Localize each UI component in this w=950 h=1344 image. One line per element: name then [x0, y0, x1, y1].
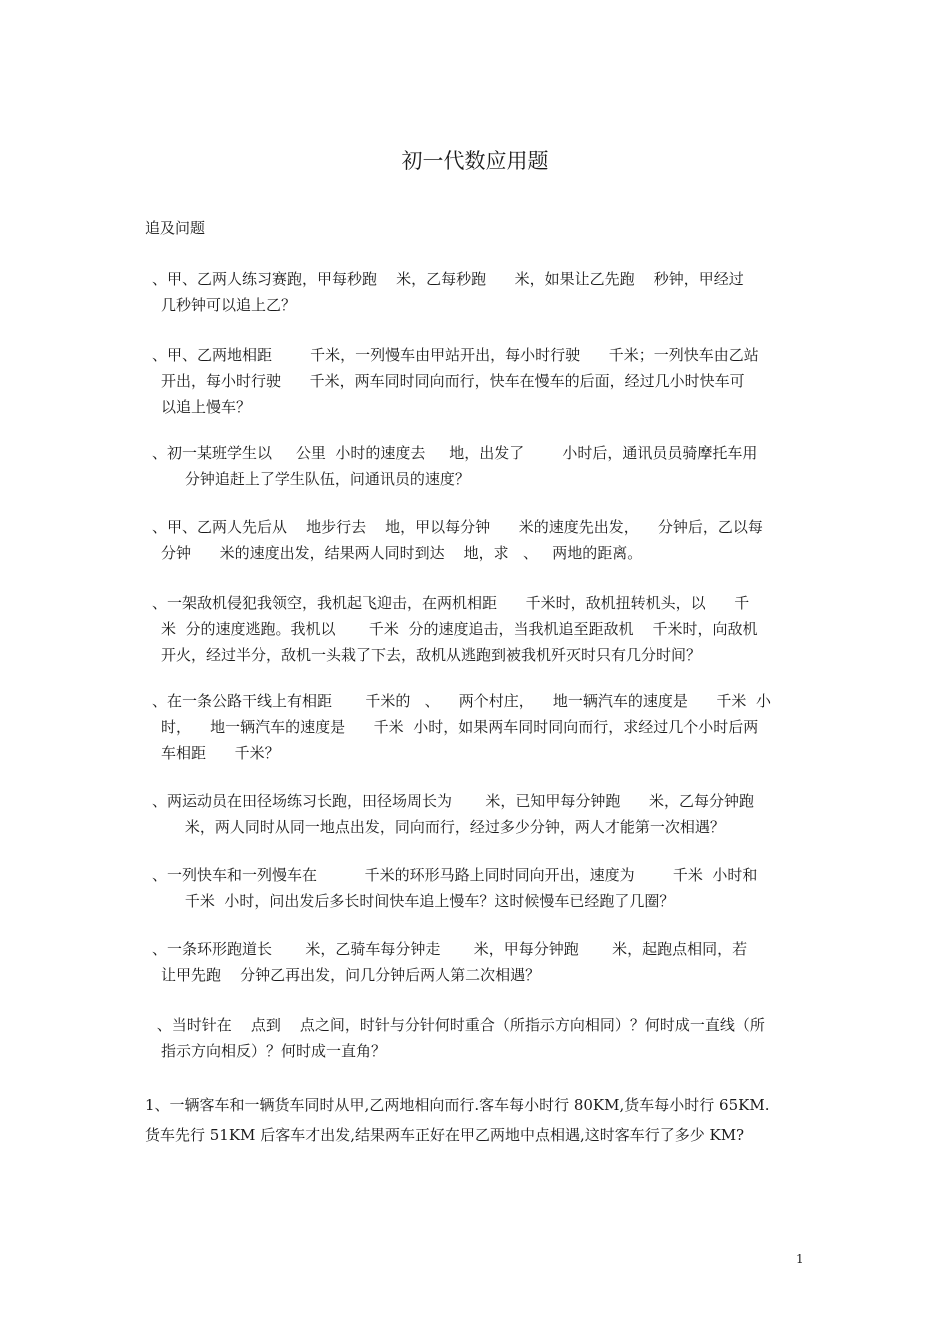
page-number: 1: [796, 1252, 804, 1266]
problem-line: 开火，经过半分，敌机一头栽了下去，敌机从逃跑到被我机歼灭时只有几分时间？: [161, 646, 702, 664]
problem-line: 、一条环形跑道长 米，乙骑车每分钟走 米，甲每分钟跑 米，起跑点相同，若: [152, 940, 748, 958]
problem-item: [152, 342, 807, 420]
problem-line: 米 分的速度逃跑。我机以 千米 分的速度追击，当我机追至距敌机 千米时，向敌机: [161, 620, 758, 638]
problem-line: 让甲先跑 分钟乙再出发，问几分钟后两人第二次相遇？: [161, 966, 541, 984]
problem-line: 分钟 米的速度出发，结果两人同时到达 地，求 、 两地的距离。: [161, 544, 643, 562]
final-problem-line: 1、一辆客车和一辆货车同时从甲,乙两地相向而行.客车每小时行 80KM,货车每小时行 65KM.: [145, 1096, 770, 1114]
problem-line: 千米 小时，问出发后多长时间快车追上慢车？这时候慢车已经跑了几圈？: [161, 892, 675, 910]
problem-item: [152, 936, 807, 988]
problem-item: [152, 688, 807, 766]
problem-item: [152, 862, 807, 914]
problem-line: 、初一某班学生以 公里 小时的速度去 地，出发了 小时后，通讯员员骑摩托车用: [152, 444, 758, 462]
problem-line: 、甲、乙两人先后从 地步行去 地，甲以每分钟 米的速度先出发， 分钟后，乙以每: [152, 518, 763, 536]
problem-line: 几秒钟可以追上乙？: [161, 296, 297, 314]
problem-item: [152, 788, 807, 840]
final-problem: [145, 1090, 815, 1150]
problem-line: 、在一条公路干线上有相距 千米的 、 两个村庄， 地一辆汽车的速度是 千米 小: [152, 692, 771, 710]
problem-item: [152, 1012, 807, 1064]
problem-line: 、当时针在 点到 点之间，时针与分针何时重合（所指示方向相同）？何时成一直线（所: [152, 1016, 765, 1034]
problem-line: 米，两人同时从同一地点出发，同向而行，经过多少分钟，两人才能第一次相遇？: [161, 818, 725, 836]
page-title: 初一代数应用题: [401, 149, 549, 173]
problem-line: 、甲、乙两地相距 千米，一列慢车由甲站开出，每小时行驶 千米；一列快车由乙站: [152, 346, 759, 364]
problem-line: 指示方向相反）？何时成一直角？: [161, 1042, 387, 1060]
problem-line: 车相距 千米？: [161, 744, 280, 762]
problem-line: 、一架敌机侵犯我领空，我机起飞迎击，在两机相距 千米时，敌机扭转机头，以 千: [152, 594, 750, 612]
problem-line: 分钟追赶上了学生队伍，问通讯员的速度？: [161, 470, 470, 488]
problem-line: 开出，每小时行驶 千米，两车同时同向而行，快车在慢车的后面，经过几小时快车可: [161, 372, 745, 390]
problem-line: 、两运动员在田径场练习长跑，田径场周长为 米，已知甲每分钟跑 米，乙每分钟跑: [152, 792, 754, 810]
problem-item: [152, 514, 807, 566]
problem-item: [152, 266, 807, 318]
problem-item: [152, 590, 807, 668]
section-heading: 追及问题: [145, 219, 206, 237]
problem-line: 时， 地一辆汽车的速度是 千米 小时，如果两车同时同向而行，求经过几个小时后两: [161, 718, 759, 736]
final-problem-line: 货车先行 51KM 后客车才出发,结果两车正好在甲乙两地中点相遇,这时客车行了多少 KM?: [145, 1126, 745, 1144]
problem-line: 、甲、乙两人练习赛跑，甲每秒跑 米，乙每秒跑 米，如果让乙先跑 秒钟，甲经过: [152, 270, 744, 288]
problem-item: [152, 440, 807, 492]
problem-line: 以追上慢车？: [161, 398, 252, 416]
problem-line: 、一列快车和一列慢车在 千米的环形马路上同时同向开出，速度为 千米 小时和: [152, 866, 758, 884]
